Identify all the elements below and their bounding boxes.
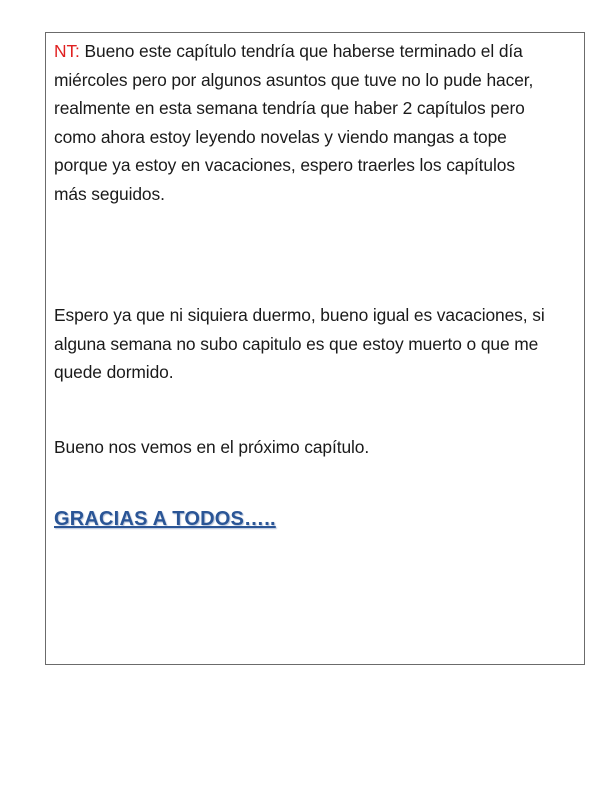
text-line: realmente en esta semana tendría que haber 2 capítulos pero xyxy=(54,98,525,118)
text-line: más seguidos. xyxy=(54,183,165,204)
text-line: alguna semana no subo capitulo es que estoy muerto o que me xyxy=(54,333,539,354)
translator-note-box xyxy=(45,32,585,665)
note-paragraph-vacation xyxy=(54,301,576,387)
text-line: quede dormido. xyxy=(54,362,174,382)
text-line: como ahora estoy leyendo novelas y viendo mangas a tope xyxy=(54,126,507,147)
nt-label: NT: xyxy=(54,41,80,61)
note-paragraph-intro xyxy=(54,37,576,208)
text-line xyxy=(54,37,576,66)
text-line: Espero ya que ni siquiera duermo, bueno igual es vacaciones, si xyxy=(54,305,545,325)
text-line: porque ya estoy en vacaciones, espero traerles los capítulos xyxy=(54,155,515,175)
closing-thanks-heading: GRACIAS A TODOS….. xyxy=(54,508,276,530)
note-paragraph-farewell xyxy=(54,433,576,462)
text-line-content: Bueno este capítulo tendría que haberse terminado el día xyxy=(79,41,523,61)
text-line: miércoles pero por algunos asuntos que tuve no lo pude hacer, xyxy=(54,69,534,90)
text-line: Bueno nos vemos en el próximo capítulo. xyxy=(54,436,370,457)
